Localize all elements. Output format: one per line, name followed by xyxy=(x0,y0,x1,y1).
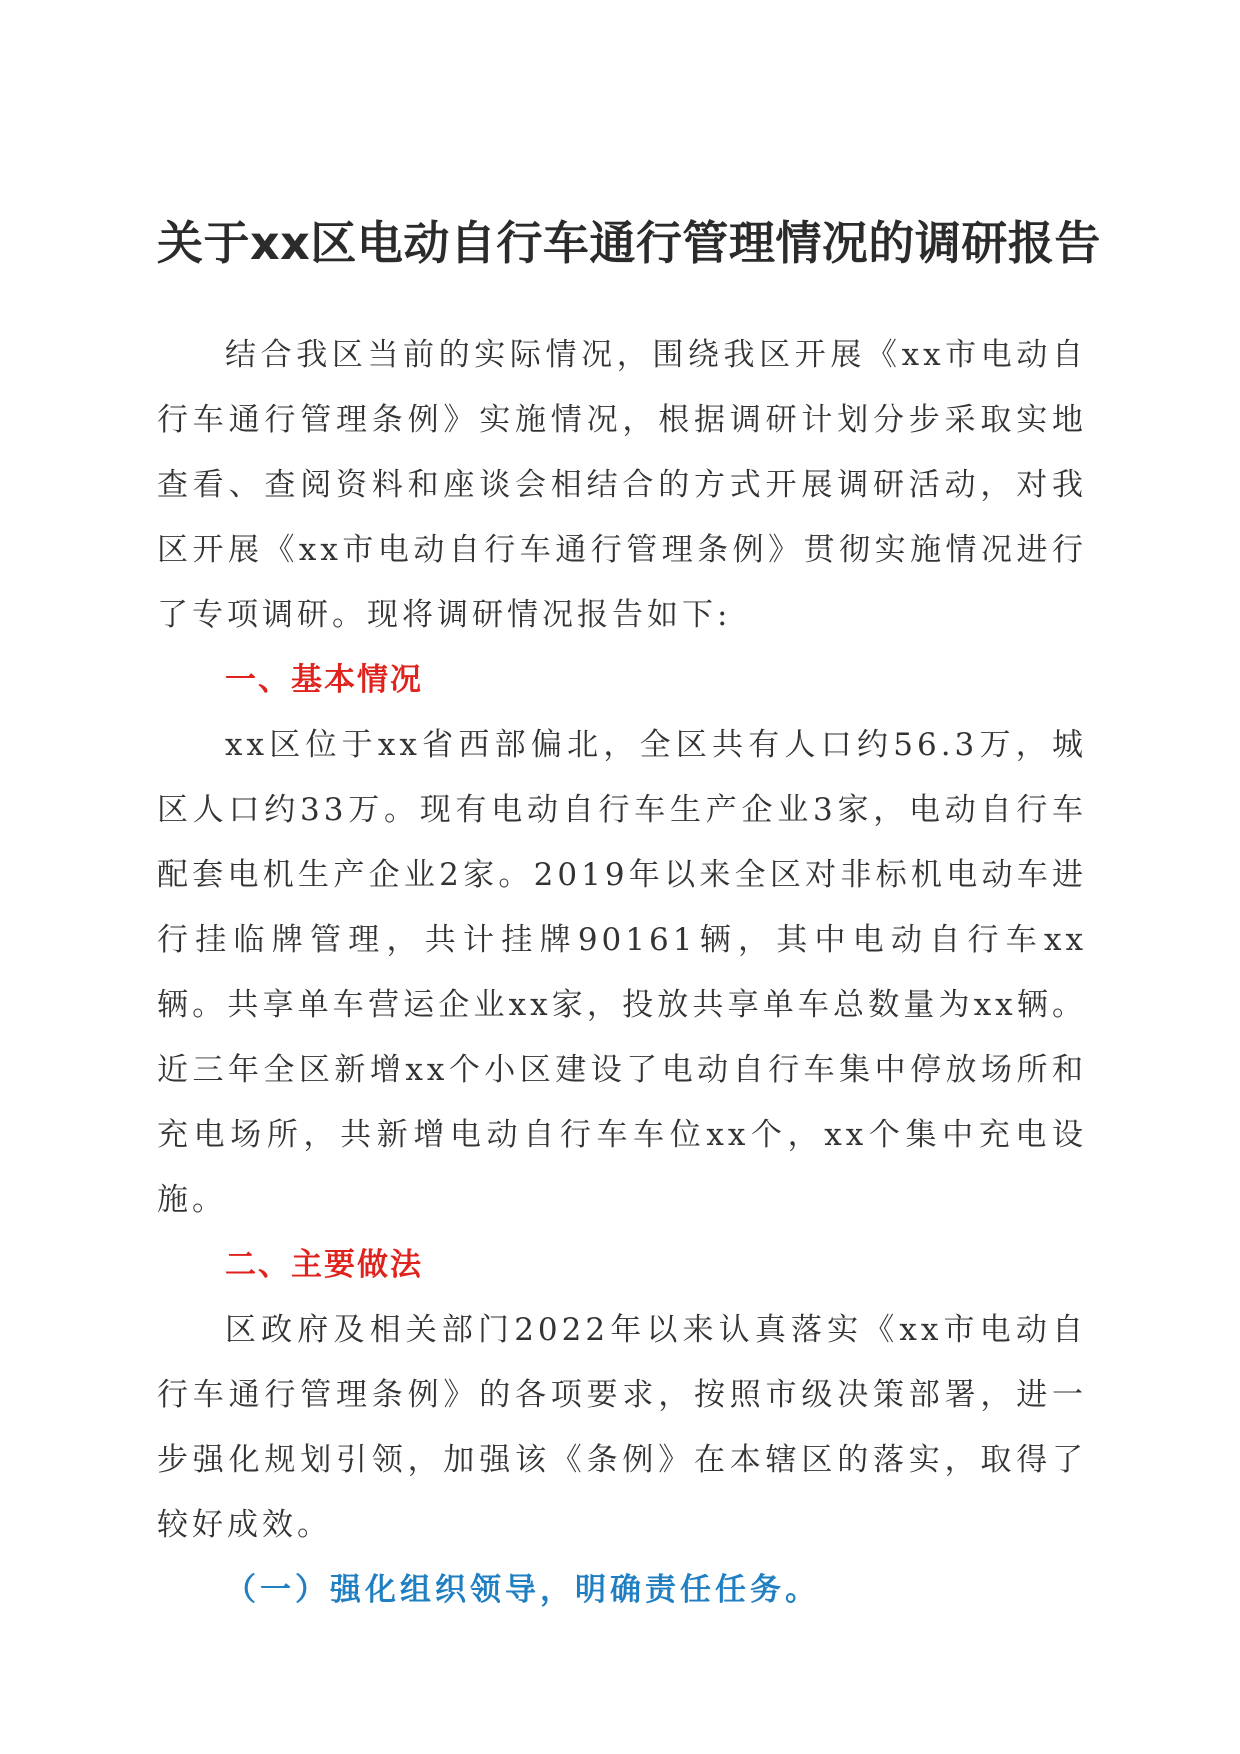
section-body-basic-situation: xx区位于xx省西部偏北，全区共有人口约56.3万，城区人口约33万。现有电动自行车生产企业3家，电动自行车配套电机生产企业2家。2019年以来全区对非标机电动车进行挂临牌管理，共计挂牌90161辆，其中电动自行车xx辆。共享单车营运企业xx家，投放共享单车总数量为xx辆。近三年全区新增xx个小区建设了电动自行车集中停放场所和充电场所，共新增电动自行车车位xx个，xx个集中充电设施。 xyxy=(157,727,1087,1218)
document-content xyxy=(157,208,1101,1623)
document-title: 关于xx区电动自行车通行管理情况的调研报告 xyxy=(157,216,1101,270)
section-body-main-practices: 区政府及相关部门2022年以来认真落实《xx市电动自行车通行管理条例》的各项要求，按照市级决策部署，进一步强化规划引领，加强该《条例》在本辖区的落实，取得了较好成效。 xyxy=(157,1312,1087,1543)
section-heading-basic-situation: 一、基本情况 xyxy=(225,662,423,698)
section-heading-main-practices: 二、主要做法 xyxy=(225,1247,423,1283)
intro-paragraph: 结合我区当前的实际情况，围绕我区开展《xx市电动自行车通行管理条例》实施情况，根据调研计划分步采取实地查看、查阅资料和座谈会相结合的方式开展调研活动，对我区开展《xx市电动自行车通行管理条例》贯彻实施情况进行了专项调研。现将调研情况报告如下: xyxy=(157,337,1087,633)
subsection-heading-organization: （一）强化组织领导，明确责任任务。 xyxy=(225,1572,820,1608)
